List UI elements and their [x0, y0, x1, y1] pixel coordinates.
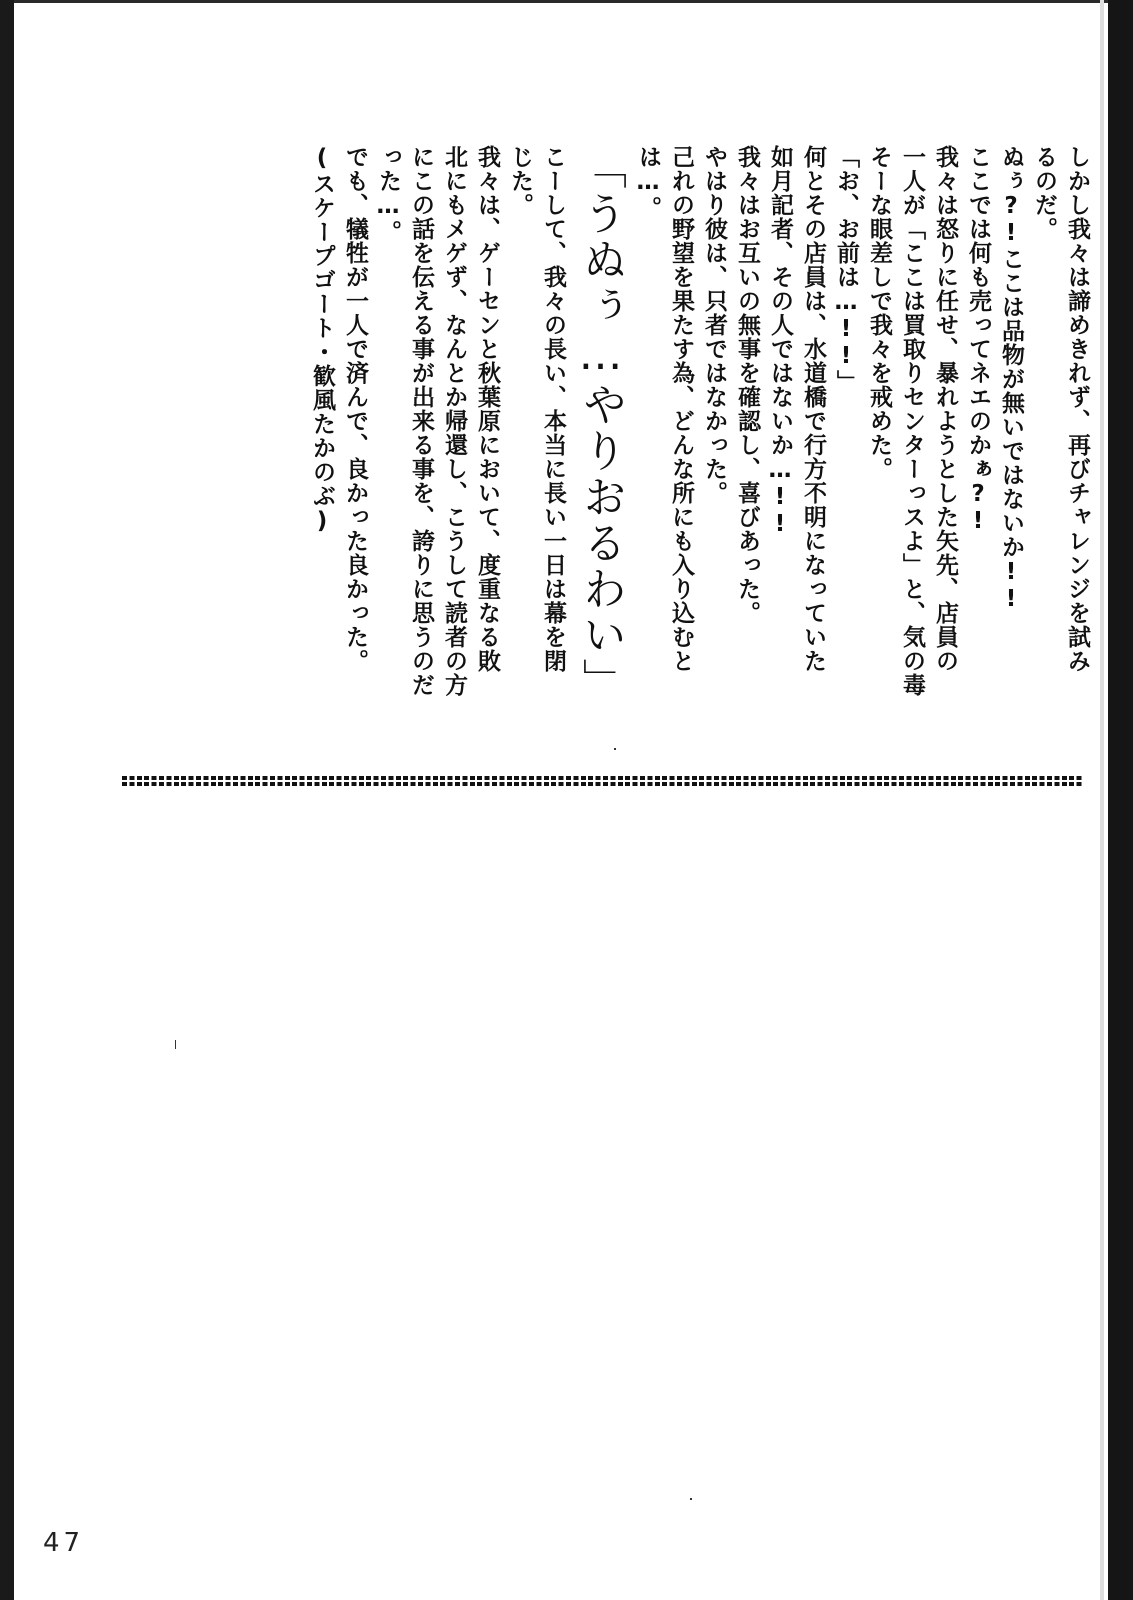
text-line: そーな眼差しで我々を戒めた。: [866, 145, 892, 481]
page-number: 47: [43, 1528, 85, 1558]
text-line: こーして、我々の長い、本当に長い一日は幕を閉: [540, 145, 566, 673]
scan-edge-right: [1108, 0, 1133, 1600]
text-line: 何とその店員は、水道橋で行方不明になっていた: [800, 145, 826, 673]
text-line: るのだ。: [1031, 145, 1057, 241]
text-line: ここでは何も売ってネエのかぁ?!: [965, 145, 991, 535]
text-line: 我々は怒りに任せ、暴れようとした矢先、店員の: [932, 145, 958, 673]
text-line: 我々はお互いの無事を確認し、喜びあった。: [734, 145, 760, 625]
scan-edge-top: [0, 0, 1133, 3]
text-line: 己れの野望を果たす為、どんな所にも入り込むと: [668, 145, 694, 673]
text-line: った…。: [375, 145, 401, 244]
text-line: 「お、お前は…!!」: [833, 145, 859, 394]
text-line: 一人が「ここは買取りセンターっスよ」と、気の毒: [899, 145, 925, 697]
scan-edge-right-inner: [1100, 0, 1104, 1600]
text-line: 北にもメゲず、なんとか帰還し、こうして読者の方: [441, 145, 467, 697]
text-line: ぬぅ?!ここは品物が無いではないか!!: [998, 145, 1024, 613]
scan-edge-left: [0, 0, 14, 1600]
text-line: 我々は、ゲーセンと秋葉原において、度重なる敗: [474, 145, 500, 673]
text-line: じた。: [507, 145, 533, 217]
scan-speck: [614, 748, 616, 750]
text-line: でも、犠牲が一人で済んで、良かった良かった。: [342, 145, 368, 673]
shout-line: 「うぬぅ…やりおるわい」: [575, 145, 626, 704]
text-line: は…。: [635, 145, 661, 220]
scan-speck: [690, 1498, 692, 1500]
divider-dots-top: [122, 776, 1084, 780]
scan-speck: [175, 1040, 176, 1049]
signature-line: (スケープゴート・歓風たかのぶ): [309, 145, 335, 535]
vertical-text-column: [305, 145, 1093, 745]
text-line: にこの話を伝える事が出来る事を、誇りに思うのだ: [408, 145, 434, 697]
text-line: やはり彼は、只者ではなかった。: [701, 145, 727, 505]
divider-dots-bottom: [122, 782, 1084, 786]
text-line: しかし我々は諦めきれず、再びチャレンジを試み: [1064, 145, 1090, 673]
text-line: 如月記者、その人ではないか…!!: [767, 145, 793, 538]
